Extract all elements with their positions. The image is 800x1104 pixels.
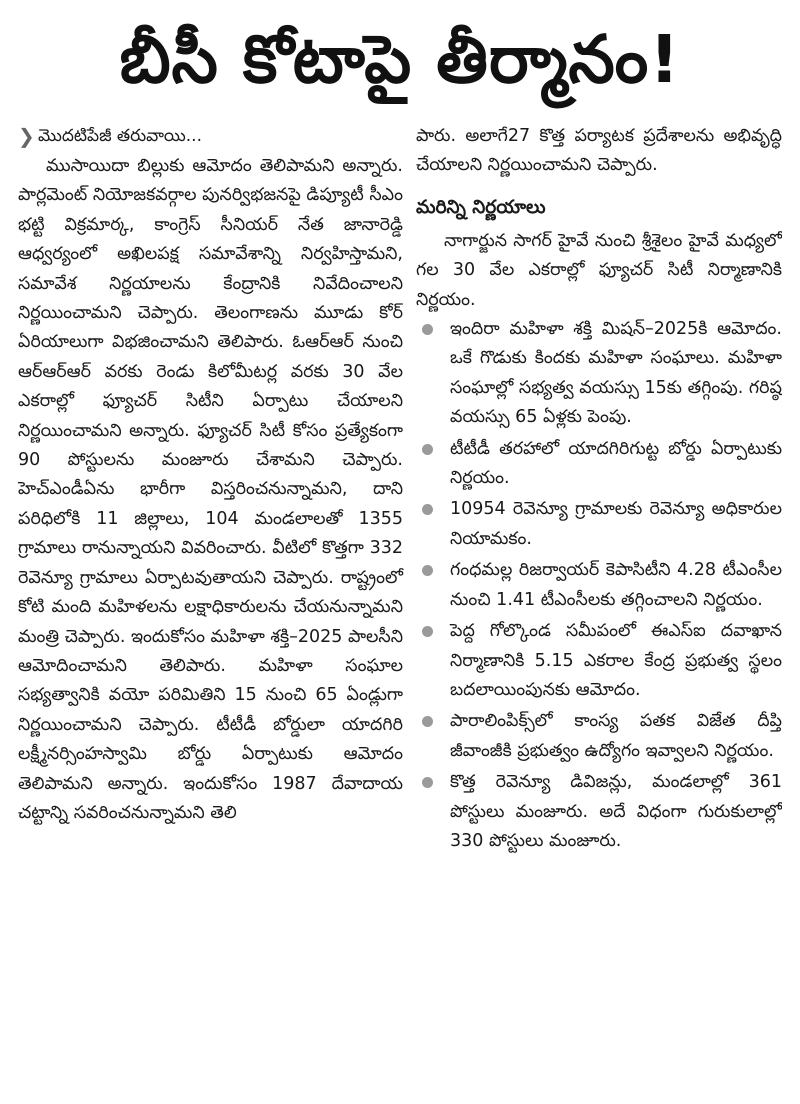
continued-from-line (18, 122, 403, 150)
list-item-text: గంధమల్ల రిజర్వాయర్ కెపాసిటీని 4.28 టీఎంసీల నుంచి 1.41 టీఎంసీలకు తగ్గించాలని నిర్ణయం. (450, 560, 782, 610)
headline: బీసీ కోటాపై తీర్మానం! (119, 21, 681, 98)
list-item (416, 435, 782, 494)
list-item-text: 10954 రెవెన్యూ గ్రామాలకు రెవెన్యూ అధికారుల నియామకం. (450, 499, 782, 549)
section-subhead: మరిన్ని నిర్ణయాలు (416, 196, 546, 218)
continuation-paragraph: పారు. అలాగే27 కొత్త పర్యాటక ప్రదేశాలను అభివృద్ధి చేయాలని నిర్ణయించామని చెప్పారు. (416, 126, 782, 176)
list-item (416, 617, 782, 705)
continued-from-label: మొదటిపేజీ తరువాయి... (38, 126, 202, 146)
list-item-text: పెద్ద గోల్కొండ సమీపంలో ఈఎస్ఐ దవాఖాన నిర్మాణానికి 5.15 ఎకరాల కేంద్ర ప్రభుత్వ స్థలం బదలాయింపునకు ఆమోదం. (450, 621, 782, 700)
bullet-dot-icon (422, 504, 433, 515)
bullet-dot-icon (422, 777, 433, 788)
list-item (416, 768, 782, 856)
decisions-list (416, 315, 782, 856)
article-columns (18, 122, 782, 1097)
list-item-text: పారాలింపిక్స్‌లో కాంస్య పతక విజేత దీప్తి జీవాంజీకి ప్రభుత్వం ఉద్యోగం ఇవ్వాలని నిర్ణయం. (450, 711, 782, 761)
list-item (416, 707, 782, 766)
list-item (416, 315, 782, 433)
bullet-dot-icon (422, 626, 433, 637)
list-item-text: ఇందిరా మహిళా శక్తి మిషన్–2025కి ఆమోదం. ఒకే గొడుకు కిందకు మహిళా సంఘాలు. మహిళా సంఘాల్లో సభ్యత్వ వయస్సు 15కు తగ్గింపు. గరిష్ఠ వయస్సు 65 ఏళ్లకు పెంపు. (450, 319, 782, 428)
intro-paragraph: నాగార్జున సాగర్ హైవే నుంచి శ్రీశైలం హైవే మధ్యలో గల 30 వేల ఎకరాల్లో ఫ్యూచర్ సిటీ నిర్మాణానికి నిర్ణయం. (416, 230, 782, 310)
bullet-dot-icon (422, 324, 433, 335)
list-item (416, 495, 782, 554)
list-item-text: టీటీడీ తరహాలో యాదగిరిగుట్ట బోర్డు ఏర్పాటుకు నిర్ణయం. (450, 438, 782, 489)
chevron-right-icon: ❯ (18, 124, 35, 148)
list-item (416, 556, 782, 615)
bullet-dot-icon (422, 565, 433, 576)
left-column (18, 122, 403, 1097)
left-paragraph: ముసాయిదా బిల్లుకు ఆమోదం తెలిపామని అన్నారు. పార్లమెంట్ నియోజకవర్గాల పునర్విభజనపై డిప్యూటీ సీఎం భట్టి విక్రమార్క, కాంగ్రెస్ సీనియర్ నేత జానారెడ్డి ఆధ్వర్యంలో అఖిలపక్ష సమావేశాన్ని నిర్వహిస్తామని, సమావేశ నిర్ణయాలను కేంద్రానికి నివేదించాలని నిర్ణయించామని చెప్పారు. తెలంగాణను మూడు కోర్ ఏరియాలుగా విభజించామని తెలిపారు. ఓఆర్ఆర్ నుంచి ఆర్ఆర్ఆర్ వరకు రెండు కిలోమీటర్ల వరకు 30 వేల ఎకరాల్లో ఫ్యూచర్ సిటీని ఏర్పాటు చేయాలని నిర్ణయించామని అన్నారు. ఫ్యూచర్ సిటీ కోసం ప్రత్యేకంగా 90 పోస్టులను మంజూరు చేశామని చెప్పారు. హెచ్ఎండీఏను భారీగా విస్తరించనున్నామని, దాని పరిధిలోకి 11 జిల్లాలు, 104 మండలాలతో 1355 గ్రామాలు రానున్నాయని వివరించారు. వీటిలో కొత్తగా 332 రెవెన్యూ గ్రామాలు ఏర్పాటవుతాయని చెప్పారు. రాష్ట్రంలో కోటి మంది మహిళలను లక్షాధికారులను చేయనున్నామని మంత్రి చెప్పారు. ఇందుకోసం మహిళా శక్తి–2025 పాలసీని ఆమోదించామని తెలిపారు. మహిళా సంఘాల సభ్యత్వానికి వయో పరిమితిని 15 నుంచి 65 ఏండ్లుగా నిర్ణయించామని చెప్పారు. టీటీడీ బోర్డులా యాదగిరి లక్ష్మీనర్సింహస్వామి బోర్డు ఏర్పాటుకు ఆమోదం తెలిపామని అన్నారు. ఇందుకోసం 1987 దేవాదాయ చట్టాన్ని సవరించనున్నామని తెలి (18, 156, 404, 823)
bullet-dot-icon (422, 444, 433, 455)
list-item-text: కొత్త రెవెన్యూ డివిజన్లు, మండలాల్లో 361 పోస్టులు మంజూరు. అదే విధంగా గురుకులాల్లో 330 పోస్టులు మంజూరు. (450, 772, 782, 851)
right-column (416, 122, 782, 1097)
bullet-dot-icon (422, 716, 433, 727)
